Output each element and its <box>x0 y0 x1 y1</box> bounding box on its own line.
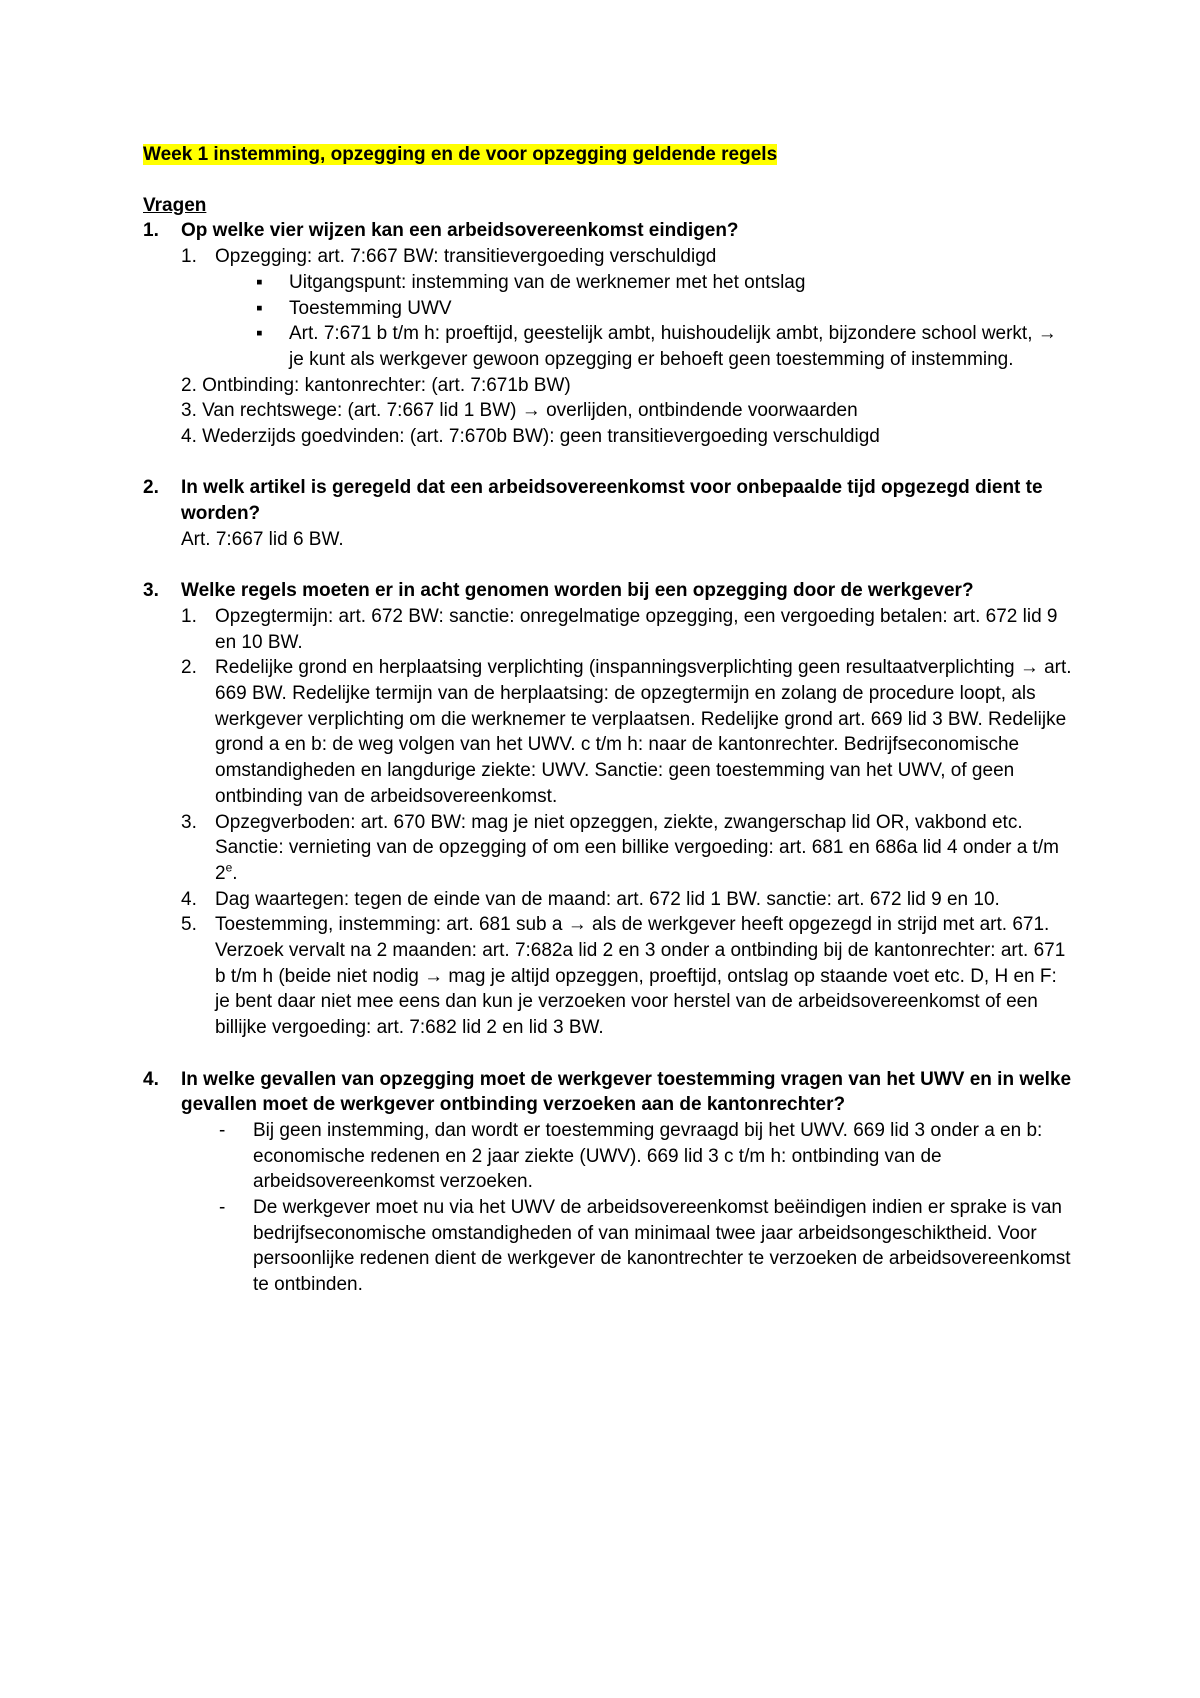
bullet-text: je kunt als werkgever gewoon opzegging er behoeft geen toestemming of instemming. <box>289 348 1014 370</box>
dash-item <box>143 1118 1073 1195</box>
answer-text: art. 669 BW. Redelijke termijn van de herplaatsing: de opzegtermijn en zolang de procedure loopt, als werkgever verplichting om die werknemer te verplaatsen. Redelijke grond art. 669 lid 3 BW. Redelijke grond a en b: de weg volgen van het UWV. c t/m h: naar de kantonrechter. Bedrijfseconomische omstandigheden en langdurige ziekte: UWV. Sanctie: geen toestemming van het UWV, of geen ontbinding van de arbeidsovereenkomst. <box>215 657 1072 807</box>
question-4 <box>143 1067 1073 1118</box>
answer-text: Opzegverboden: art. 670 BW: mag je niet opzeggen, ziekte, zwangerschap lid OR, vakbond etc. Sanctie: vernieting van de opzegging of om een billike vergoeding: art. 681 en 686a lid 4 onder a t/m 2 <box>215 811 1059 884</box>
page-title: Week 1 instemming, opzegging en de voor opzegging geldende regels <box>143 144 778 165</box>
answer-text: Redelijke grond en herplaatsing verplichting (inspanningsverplichting geen resultaatverplichting <box>215 657 1015 679</box>
arrow-icon: → <box>424 965 444 987</box>
title-line <box>143 142 1073 168</box>
bullet-text: Uitgangspunt: instemming van de werknemer met het ontslag <box>289 271 806 293</box>
answer-text: overlijden, ontbindende voorwaarden <box>546 400 858 422</box>
dash-item <box>143 1195 1073 1298</box>
question-3 <box>143 578 1073 604</box>
question-text: In welk artikel is geregeld dat een arbeidsovereenkomst voor onbepaalde tijd opgezegd dient te worden? <box>181 477 1043 525</box>
answer-item <box>143 887 1073 913</box>
answer-item <box>143 424 1073 450</box>
spacer <box>143 553 1073 579</box>
question-number: 2. <box>143 477 159 499</box>
answer-text: Dag waartegen: tegen de einde van de maand: art. 672 lid 1 BW. sanctie: art. 672 lid 9 en 10. <box>215 888 1000 910</box>
answer-text: als de werkgever heeft opgezegd in strijd met art. 671. Verzoek vervalt na 2 maanden: art. 7:682a lid 2 en 3 onder a ontbinding bij de kantonrechter: art. 671 b t/m h (beide niet nodig <box>215 914 1066 987</box>
question-number: 4. <box>143 1068 159 1090</box>
spacer <box>143 1041 1073 1067</box>
bullet-text: Art. 7:671 b t/m h: proeftijd, geestelijk ambt, huishoudelijk ambt, bijzondere school werkt, <box>289 323 1033 345</box>
arrow-icon: → <box>521 400 541 422</box>
answer-number: 5. <box>181 914 197 936</box>
dash-text: Bij geen instemming, dan wordt er toestemming gevraagd bij het UWV. 669 lid 3 onder a en b: economische redenen en 2 jaar ziekte (UWV). 669 lid 3 c t/m h: ontbinding van de arbeidsovereenkomst verzoeken. <box>253 1119 1043 1193</box>
answer-item <box>143 655 1073 809</box>
bullet-item <box>143 296 1073 322</box>
answer-item <box>143 810 1073 887</box>
question-number: 1. <box>143 220 159 242</box>
answer-number: 2. <box>181 374 197 396</box>
bullet-item <box>143 270 1073 296</box>
answer-number: 3. <box>181 400 197 422</box>
answer-text: Van rechtswege: (art. 7:667 lid 1 BW) <box>202 400 517 422</box>
bullet-text: Toestemming UWV <box>289 297 452 319</box>
question-text: Welke regels moeten er in acht genomen worden bij een opzegging door de werkgever? <box>181 580 974 602</box>
spacer <box>143 450 1073 476</box>
superscript: e <box>225 860 233 875</box>
question-2 <box>143 475 1073 526</box>
dash-icon: - <box>219 1119 226 1141</box>
answer-number: 4. <box>181 426 197 448</box>
answer-text: mag je altijd opzeggen, proeftijd, ontslag op staande voet etc. D, H en F: je bent daar niet mee eens dan kun je verzoeken voor herstel van de arbeidsovereenkomst of een billijke vergoeding: art. 7:682 lid 2 en lid 3 BW. <box>215 965 1057 1039</box>
answer-text: Wederzijds goedvinden: (art. 7:670b BW): geen transitievergoeding verschuldigd <box>202 426 880 448</box>
section-heading: Vragen <box>143 194 207 216</box>
answer-item <box>143 244 1073 270</box>
question-text: Op welke vier wijzen kan een arbeidsovereenkomst eindigen? <box>181 220 739 242</box>
dash-icon: - <box>219 1197 226 1219</box>
answer-item <box>143 604 1073 655</box>
bullet-icon: ▪ <box>256 271 263 293</box>
answer-number: 1. <box>181 246 197 268</box>
arrow-icon: → <box>1037 323 1057 345</box>
answer-number: 4. <box>181 888 197 910</box>
answer-number: 2. <box>181 657 197 679</box>
answer-text: Opzegtermijn: art. 672 BW: sanctie: onregelmatige opzegging, een vergoeding betalen: art. 672 lid 9 en 10 BW. <box>215 605 1058 653</box>
dash-text: De werkgever moet nu via het UWV de arbeidsovereenkomst beëindigen indien er sprake is van bedrijfseconomische omstandigheden of van minimaal twee jaar arbeidsongeschiktheid. Voor persoonlijke redenen dient de werkgever de kanontrechter te verzoeken de arbeidsovereenkomst te ontbinden. <box>253 1197 1071 1296</box>
answer-number: 1. <box>181 605 197 627</box>
arrow-icon: → <box>567 914 587 936</box>
question-1 <box>143 218 1073 244</box>
answer-text: . <box>232 862 238 884</box>
answer-item <box>143 373 1073 399</box>
answer-number: 3. <box>181 811 197 833</box>
answer-text: Ontbinding: kantonrechter: (art. 7:671b BW) <box>202 374 571 396</box>
answer-text: Art. 7:667 lid 6 BW. <box>181 528 344 550</box>
question-number: 3. <box>143 580 159 602</box>
bullet-icon: ▪ <box>256 297 263 319</box>
answer-item <box>143 912 1073 1041</box>
answer-text: Opzegging: art. 7:667 BW: transitievergoeding verschuldigd <box>215 246 717 268</box>
arrow-icon: → <box>1019 657 1039 679</box>
bullet-icon: ▪ <box>256 323 263 345</box>
bullet-item <box>143 321 1073 372</box>
answer-item <box>143 398 1073 424</box>
question-text: In welke gevallen van opzegging moet de werkgever toestemming vragen van het UWV en in welke gevallen moet de werkgever ontbinding verzoeken aan de kantonrechter? <box>181 1068 1072 1116</box>
answer-text: Toestemming, instemming: art. 681 sub a <box>215 914 563 936</box>
document-body <box>143 142 1073 1298</box>
